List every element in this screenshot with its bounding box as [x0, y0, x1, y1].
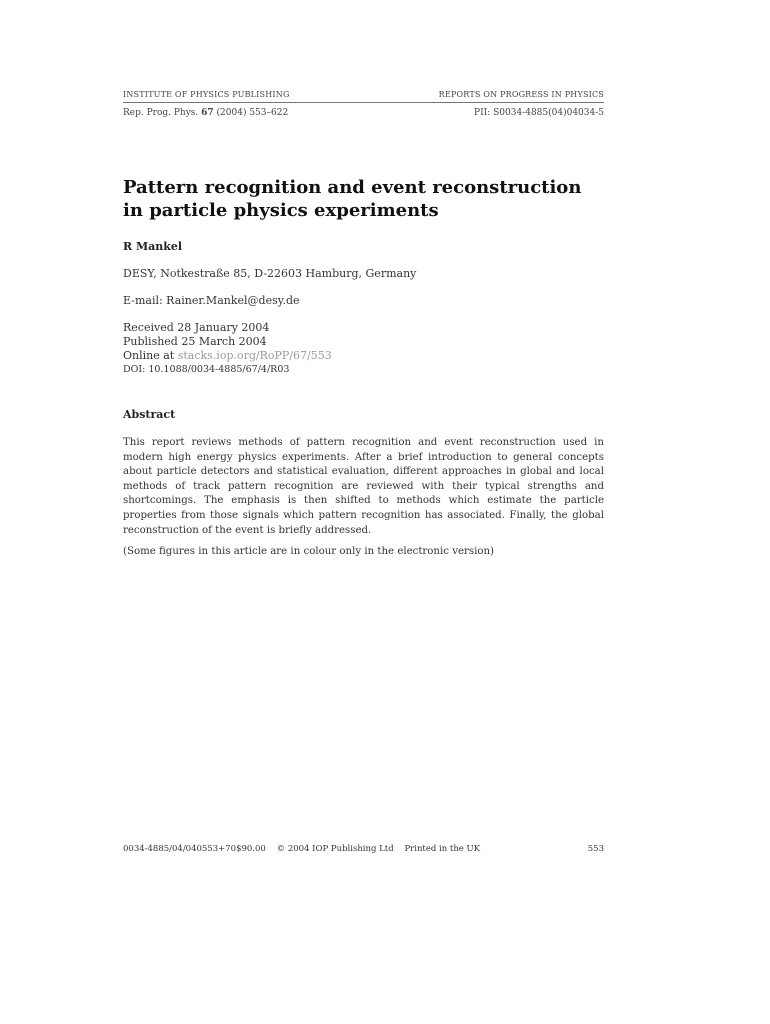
colour-note: (Some figures in this article are in colour only in the electronic version)	[123, 546, 495, 557]
published-date: Published 25 March 2004	[123, 335, 267, 348]
article-title: Pattern recognition and event reconstruction in particle physics experiments	[123, 177, 582, 221]
journal-citation	[123, 108, 288, 118]
online-line	[123, 349, 332, 363]
journal-series-name: REPORTS ON PROGRESS IN PHYSICS	[438, 90, 604, 99]
footer-copyright: 0034-4885/04/040553+70$90.00 © 2004 IOP Publishing Ltd Printed in the UK	[123, 844, 481, 854]
abstract-heading: Abstract	[123, 408, 176, 421]
pii-identifier: PII: S0034-4885(04)04034-5	[474, 108, 604, 118]
author-email: E-mail: Rainer.Mankel@desy.de	[123, 294, 300, 307]
received-date: Received 28 January 2004	[123, 321, 270, 334]
year-pages: (2004) 553–622	[216, 108, 289, 118]
publication-dates	[123, 321, 332, 377]
publisher-name: INSTITUTE OF PHYSICS PUBLISHING	[123, 90, 290, 99]
author-name: R Mankel	[123, 240, 183, 253]
doi: DOI: 10.1088/0034-4885/67/4/R03	[123, 364, 290, 375]
page-number: 553	[587, 844, 604, 854]
journal-abbrev: Rep. Prog. Phys.	[123, 108, 199, 118]
online-link[interactable]: stacks.iop.org/RoPP/67/553	[177, 349, 332, 362]
abstract-text: This report reviews methods of pattern recognition and event reconstruction used in modern high energy physics experiments. After a brief introduction to general concepts about particle detectors and statistical evaluation, different approaches in global and local methods of track pattern recognition are reviewed with their typical strengths and shortcomings. The emphasis is then shifted to methods which estimate the particle properties from those signals which pattern recognition has associated. Finally, the global reconstruction of the event is briefly addressed.	[123, 437, 604, 536]
journal-volume: 67	[201, 108, 214, 118]
author-affiliation: DESY, Notkestraße 85, D-22603 Hamburg, Germany	[123, 267, 417, 280]
online-prefix: Online at	[123, 349, 178, 362]
article-page	[123, 0, 604, 1024]
header-rule	[123, 102, 604, 103]
